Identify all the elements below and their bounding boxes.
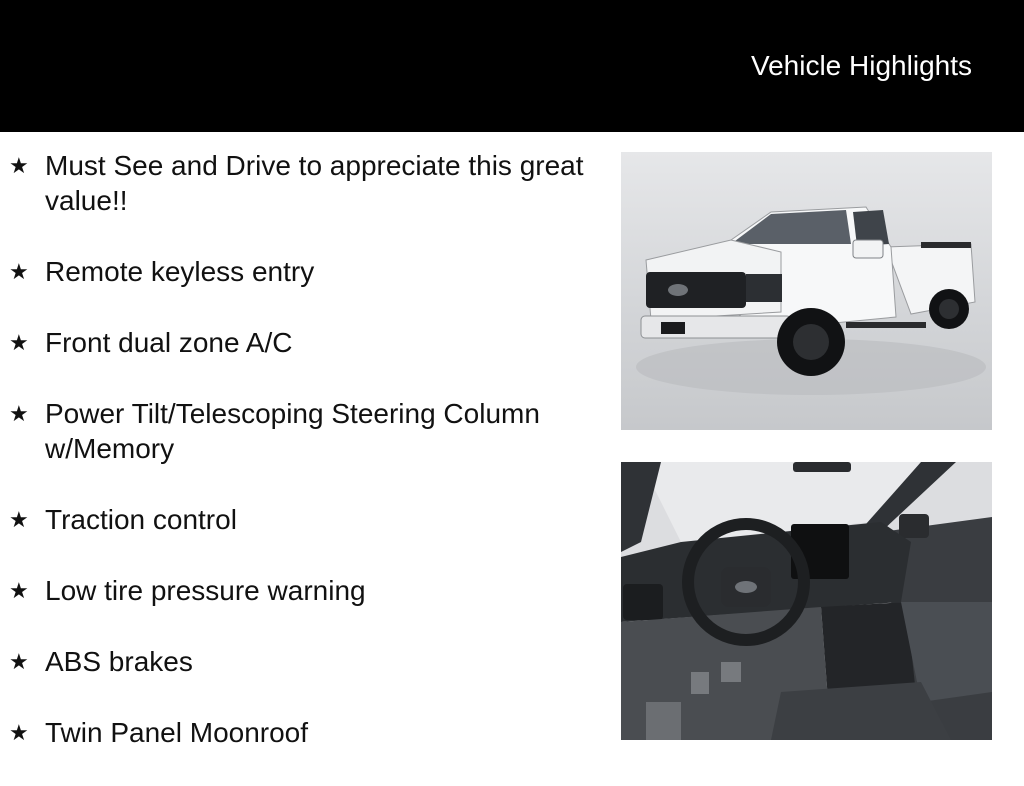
star-icon: ★ [9,153,29,178]
star-icon: ★ [9,507,29,532]
highlight-text: Twin Panel Moonroof [45,717,309,748]
highlight-item [0,254,590,289]
highlight-item [0,148,590,218]
highlight-text: Low tire pressure warning [45,575,366,606]
highlight-text: Traction control [45,504,237,535]
highlight-text: Must See and Drive to appreciate this great value!! [45,150,584,216]
star-icon: ★ [9,649,29,674]
vehicle-exterior-photo [621,152,992,430]
highlights-list [0,148,590,786]
highlight-item [0,325,590,360]
star-icon: ★ [9,578,29,603]
star-icon: ★ [9,330,29,355]
header-bar [0,0,1024,132]
highlight-text: ABS brakes [45,646,193,677]
highlight-item [0,396,590,466]
vehicle-interior-photo [621,462,992,740]
star-icon: ★ [9,401,29,426]
star-icon: ★ [9,259,29,284]
highlight-item [0,573,590,608]
star-icon: ★ [9,720,29,745]
highlight-item [0,715,590,750]
highlight-item [0,502,590,537]
page-title: Vehicle Highlights [750,50,972,81]
highlight-text: Power Tilt/Telescoping Steering Column w/Memory [45,398,540,464]
highlight-text: Remote keyless entry [45,256,315,287]
highlight-item [0,644,590,679]
highlight-text: Front dual zone A/C [45,327,293,358]
